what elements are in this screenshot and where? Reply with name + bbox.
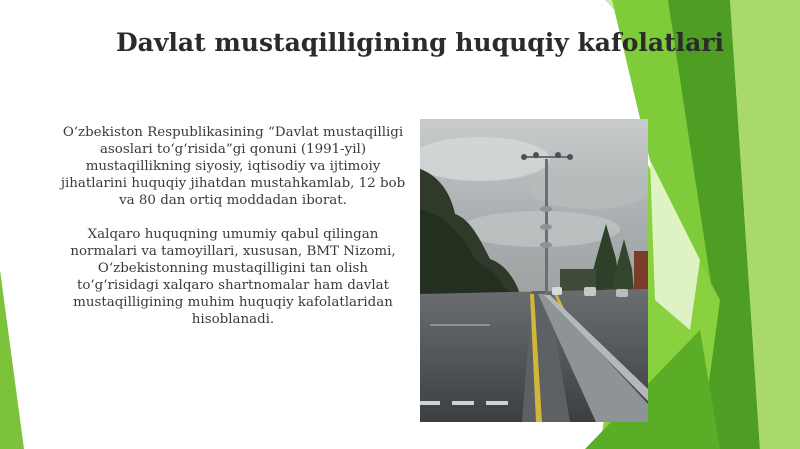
slide-title: Davlat mustaqilligining huquqiy kafolatlari (115, 28, 725, 57)
photo-car (552, 287, 562, 295)
paragraph-law: O‘zbekiston Respublikasining “Davlat mustaqilligi asoslari to‘g‘risida”gi qonuni (1991-yil) mustaqillikning siyosiy, iqtisodiy va ijtimoiy jihatlarini huquqiy jihatdan mustahkamlab, 12 bob va 80 dan ortiq moddadan iborat. (60, 125, 406, 208)
accent-facet-left (0, 270, 24, 449)
slide-body-text (58, 124, 408, 328)
paragraph-international-law: Xalqaro huquqning umumiy qabul qilingan normalari va tamoyillari, xususan, BMT Nizomi, O‘zbekistonning mustaqilligini tan olish to‘g‘risidagi xalqaro shartnomalar ham davlat mustaqilligining muhim huquqiy kafolatlaridan hisoblanadi. (70, 227, 396, 327)
street-photo (420, 119, 648, 422)
